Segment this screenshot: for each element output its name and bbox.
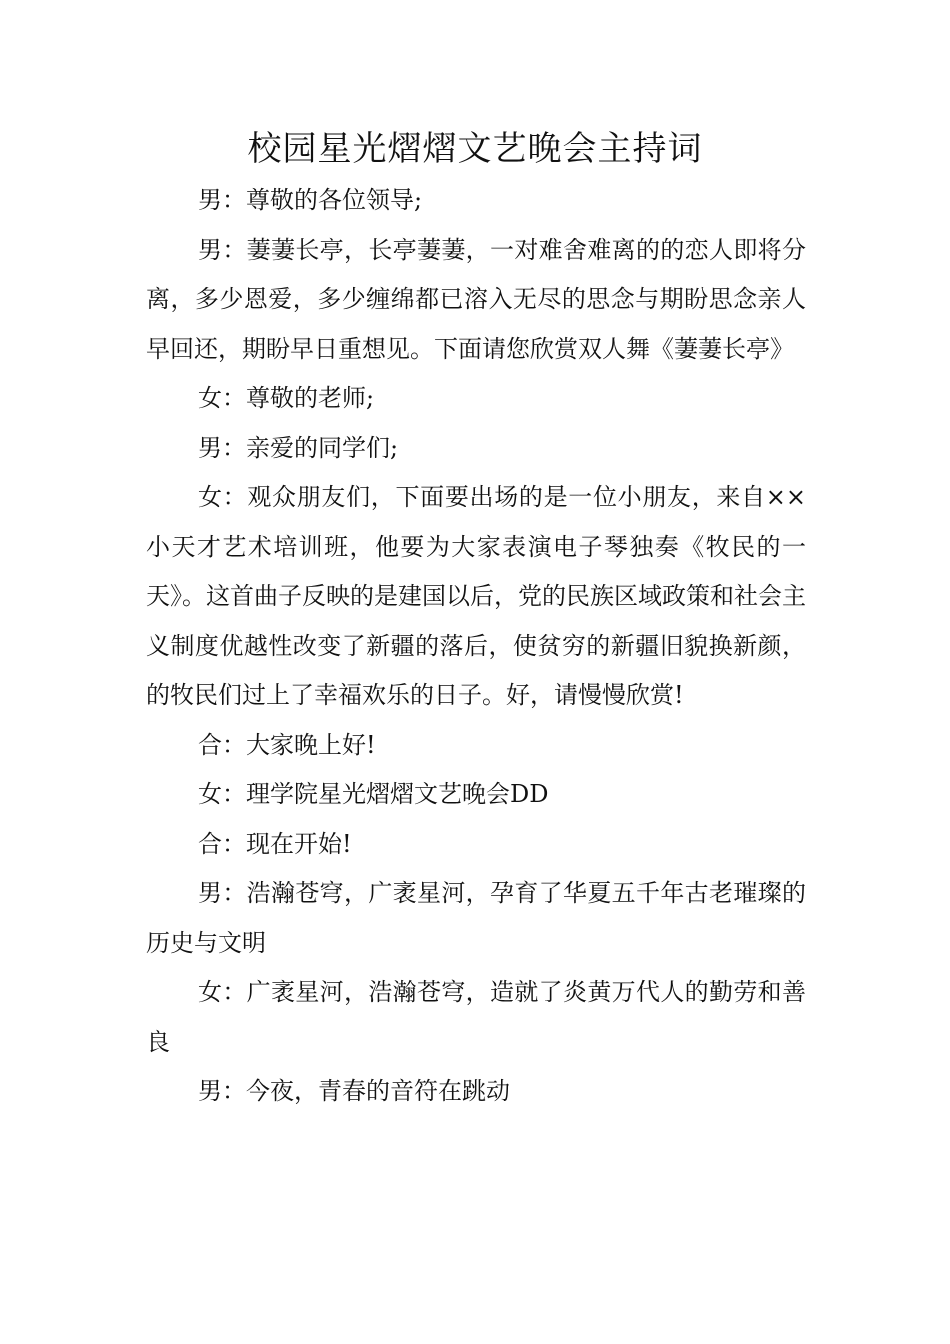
paragraph: 男：亲爱的同学们; xyxy=(198,433,399,462)
paragraph: 女：观众朋友们，下面要出场的是一位小朋友，来自××小天才艺术培训班，他要为大家表演电子琴独奏《牧民的一天》。这首曲子反映的是建国以后，党的民族区域政策和社会主义制度优越性改变了新疆的落后，使贫穷的新疆旧貌换新颜，的牧民们过上了幸福欢乐的日子。好，请慢慢欣赏! xyxy=(146,483,806,709)
paragraph: 合：大家晚上好! xyxy=(198,730,376,759)
document-title: 校园星光熠熠文艺晚会主持词 xyxy=(247,129,703,169)
paragraph: 男：尊敬的各位领导; xyxy=(198,186,423,214)
paragraph: 男：浩瀚苍穹，广袤星河，孕育了华夏五千年古老璀璨的历史与文明 xyxy=(146,879,806,957)
paragraph: 女：理学院星光熠熠文艺晚会DD xyxy=(198,780,549,808)
paragraph: 男：今夜，青春的音符在跳动 xyxy=(198,1077,510,1105)
document-body xyxy=(146,176,806,1117)
paragraph: 女：尊敬的老师; xyxy=(198,384,375,412)
paragraph: 合：现在开始! xyxy=(198,829,352,858)
paragraph: 女：广袤星河，浩瀚苍穹，造就了炎黄万代人的勤劳和善良 xyxy=(146,978,806,1056)
paragraph: 男：萋萋长亭，长亭萋萋，一对难舍难离的的恋人即将分离，多少恩爱，多少缠绵都已溶入无尽的思念与期盼思念亲人早回还，期盼早日重想见。下面请您欣赏双人舞《萋萋长亭》 xyxy=(146,235,806,363)
